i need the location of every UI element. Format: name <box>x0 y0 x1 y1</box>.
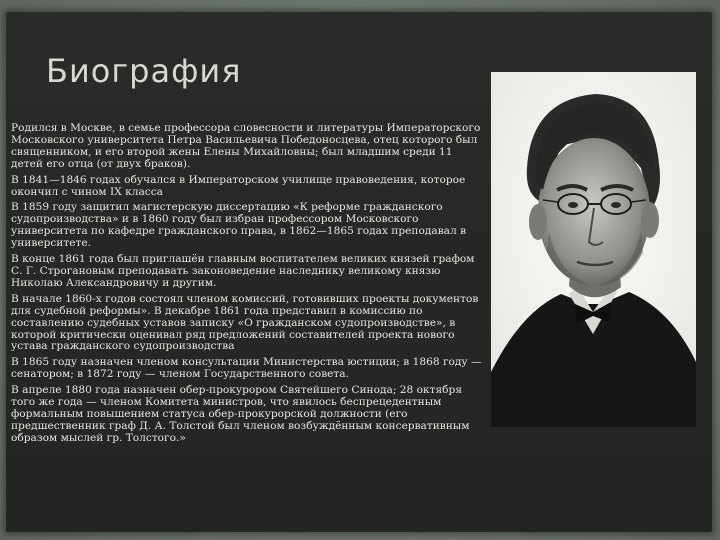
biography-text <box>11 123 485 449</box>
paragraph: В апреле 1880 года назначен обер-прокурором Святейшего Синода; 28 октября того же года — членом Комитета министров, что явилось беспрецедентным формальным повышением статуса обер-прокурорской должности (его предшественник граф Д. А. Толстой был членом возбуждённым консервативным образом мыслей гр. Толстого.» <box>11 384 470 444</box>
paragraph: В начале 1860-х годов состоял членом комиссий, готовивших проекты документов для судебной реформы». В декабре 1861 года представил в комиссию по составлению судебных уставов записку «О гражданском судопроизводстве», в которой критически оценивал ряд предложений составителей проекта нового устава гражданского судопроизводства <box>11 292 479 353</box>
paragraph: В 1859 году защитил магистерскую диссертацию «К реформе гражданского судопроизводства» и в 1860 году был избран профессором Московского университета по кафедре гражданского права, в 1862—1865 годах преподавал в университете. <box>11 201 467 250</box>
portrait-photo <box>491 72 696 427</box>
paragraph: В 1865 году назначен членом консультации Министерства юстиции; в 1868 году — сенатором; в 1872 году — членом Государственного совета. <box>11 356 482 381</box>
paragraph: В 1841—1846 годах обучался в Императорском училище правоведения, которое окончил с чином IX класса <box>11 173 466 198</box>
portrait-illustration <box>491 72 696 427</box>
slide-title: Биография <box>46 52 242 90</box>
paragraph: В конце 1861 года был приглашён главным воспитателем великих князей графом С. Г. Строгановым преподавать законоведение наследнику великому князю Николаю Александровичу и другим. <box>11 253 475 289</box>
paragraph: Родился в Москве, в семье профессора словесности и литературы Императорского Московского университета Петра Васильевича Победоносцева, отец которого был священником, и его второй жены Елены Михайловны; был младшим среди 11 детей его отца (от двух браков). <box>11 122 481 170</box>
